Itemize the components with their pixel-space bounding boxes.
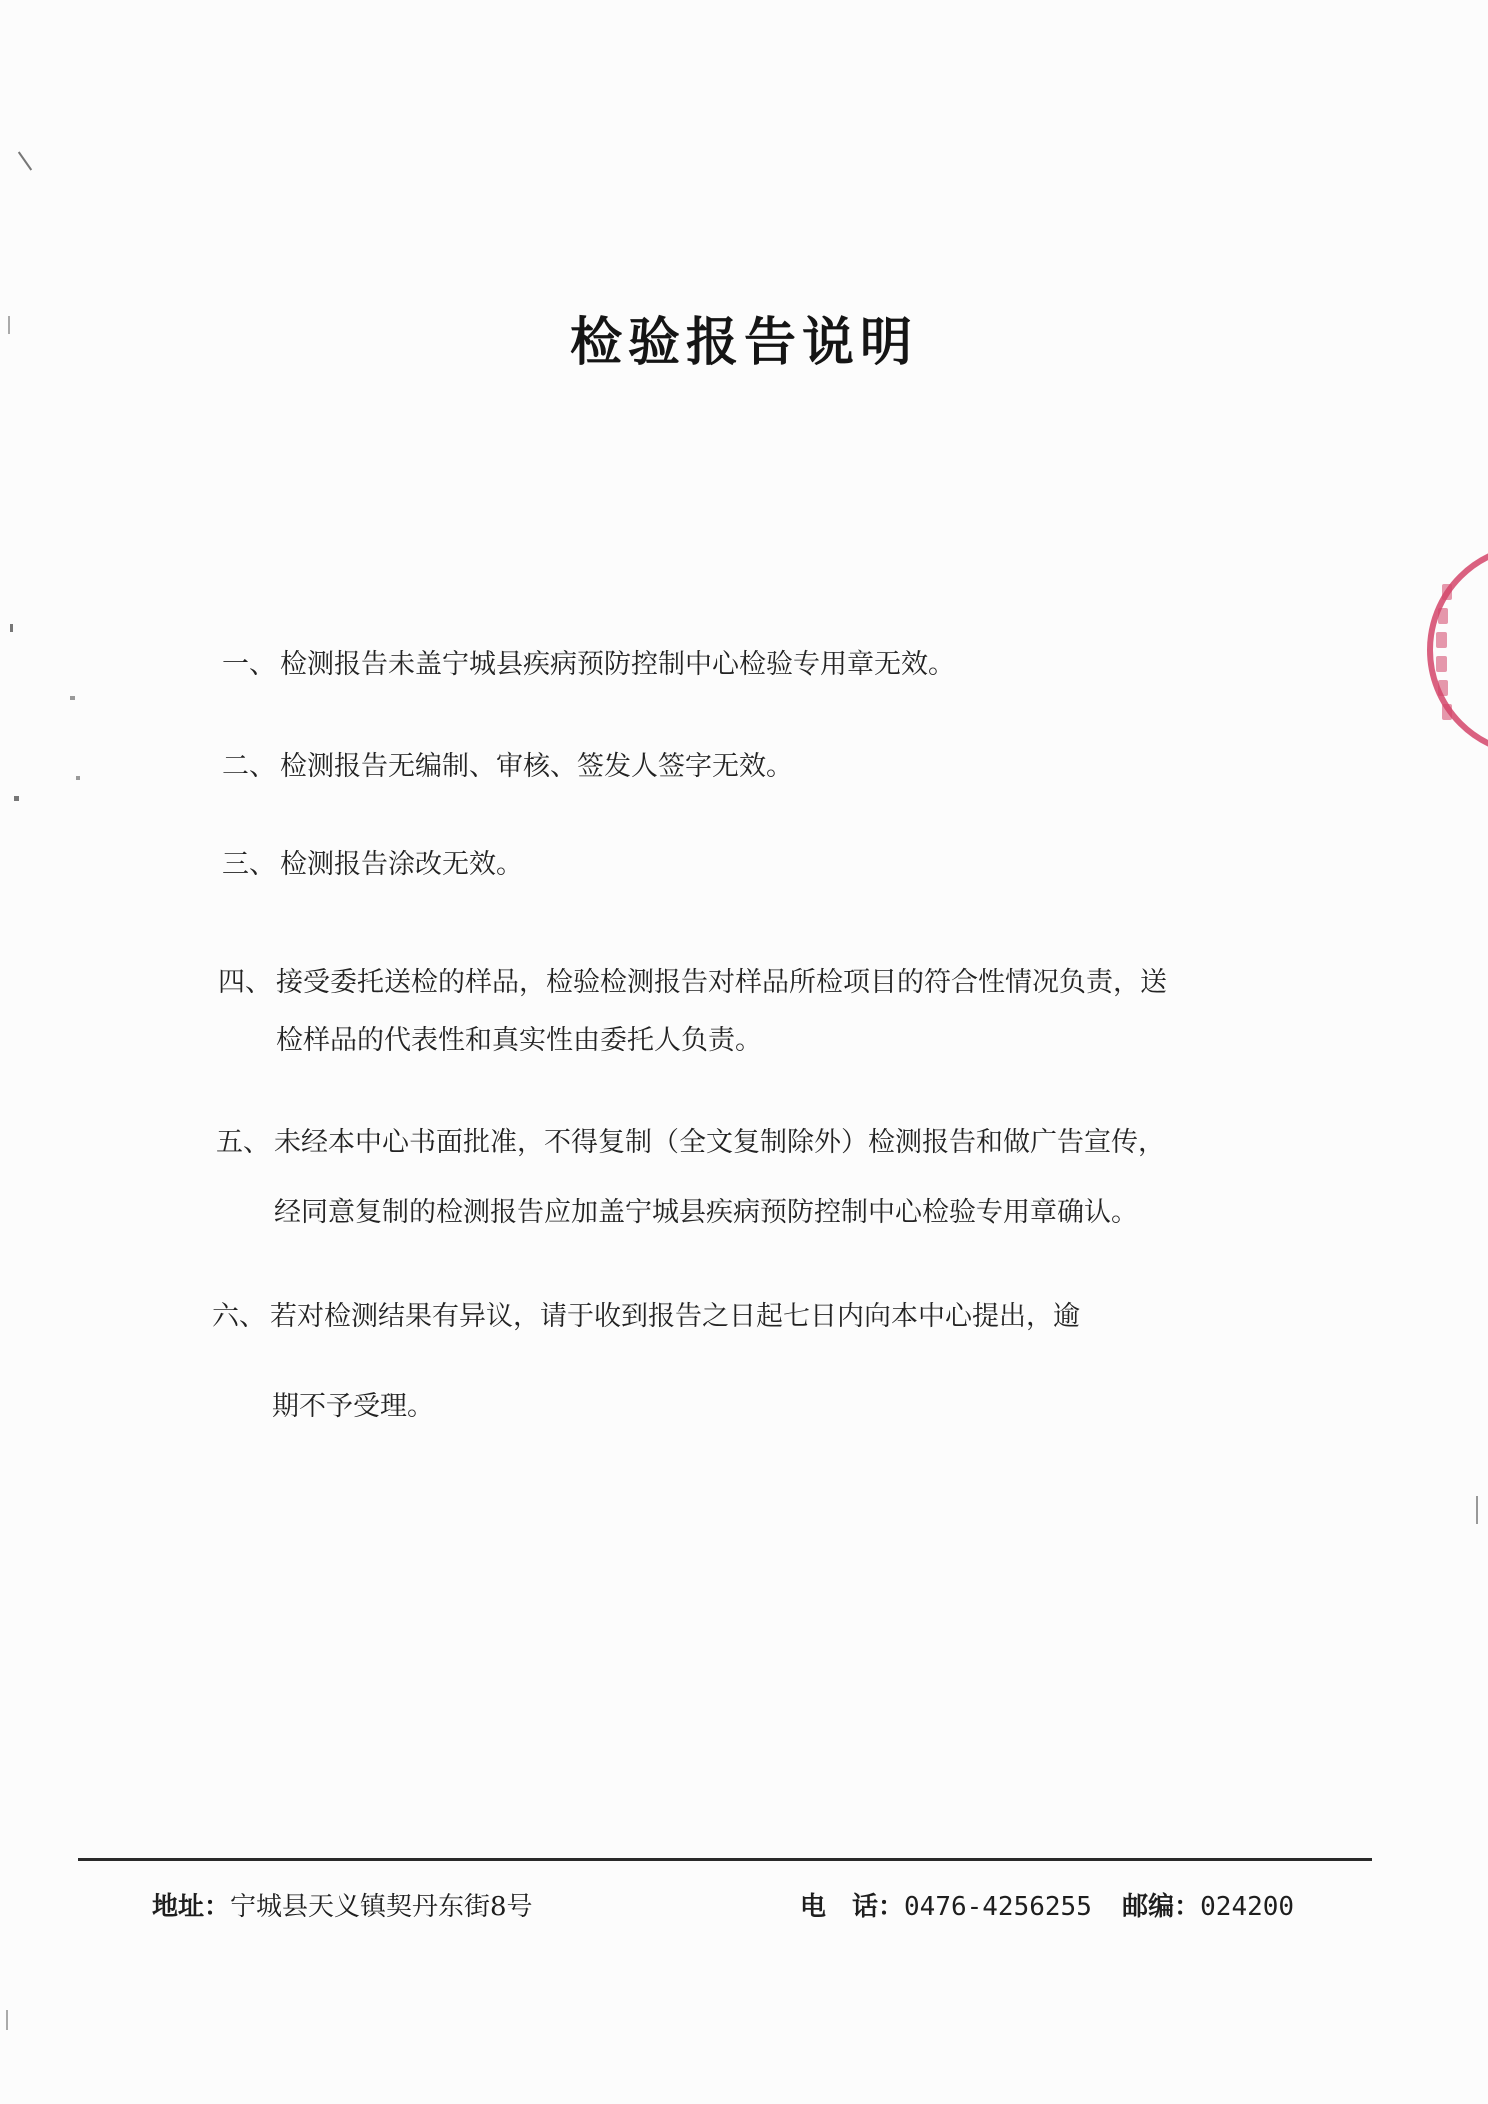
address-value: 宁城县天义镇契丹东街8号: [230, 1892, 533, 1922]
item-4-number: 四、: [218, 967, 272, 998]
official-seal-partial: [1424, 530, 1488, 770]
item-6-line-2: 期不予受理。: [272, 1391, 434, 1422]
item-3-number: 三、: [222, 849, 276, 880]
item-1-number: 一、: [222, 649, 276, 680]
scan-mark: [70, 696, 75, 700]
item-4: [218, 962, 1167, 1004]
item-6-number: 六、: [212, 1301, 266, 1332]
scan-mark: [18, 151, 32, 170]
item-3-line-1: 检测报告涂改无效。: [280, 849, 523, 880]
scan-mark: [8, 316, 10, 334]
item-3: [222, 844, 523, 886]
item-5: [216, 1122, 1165, 1164]
document-title: 检验报告说明: [569, 313, 918, 373]
item-6: [212, 1296, 1080, 1338]
item-5-line-1: 未经本中心书面批准，不得复制（全文复制除外）检测报告和做广告宣传，: [274, 1127, 1165, 1158]
item-2: [222, 746, 793, 788]
seal-ring: [1430, 546, 1488, 754]
phone-value: 0476-4256255: [904, 1892, 1092, 1922]
item-6-line-1: 若对检测结果有异议，请于收到报告之日起七日内向本中心提出，逾: [270, 1301, 1080, 1332]
phone-label: 电 话：: [800, 1892, 905, 1922]
item-1-line-1: 检测报告未盖宁城县疾病预防控制中心检验专用章无效。: [280, 649, 955, 680]
item-4-line-1: 接受委托送检的样品，检验检测报告对样品所检项目的符合性情况负责，送: [276, 967, 1167, 998]
address-label: 地址：: [152, 1892, 231, 1922]
item-4-line-2: 检样品的代表性和真实性由委托人负责。: [276, 1025, 762, 1056]
item-1: [222, 644, 955, 686]
scan-mark: [76, 776, 80, 780]
item-5-line-2: 经同意复制的检测报告应加盖宁城县疾病预防控制中心检验专用章确认。: [274, 1197, 1138, 1228]
scan-mark: [6, 2010, 8, 2030]
scan-mark: [10, 624, 13, 632]
footer-address: [152, 1886, 533, 1923]
item-2-line-1: 检测报告无编制、审核、签发人签字无效。: [280, 751, 793, 782]
scan-mark: [1476, 1496, 1478, 1524]
scan-mark: [14, 796, 19, 801]
item-5-number: 五、: [216, 1127, 270, 1158]
item-2-number: 二、: [222, 751, 276, 782]
footer-divider: [78, 1858, 1372, 1861]
footer-contact: [800, 1886, 1294, 1923]
postcode-label: 邮编：: [1122, 1892, 1201, 1922]
postcode-value: 024200: [1200, 1892, 1295, 1922]
